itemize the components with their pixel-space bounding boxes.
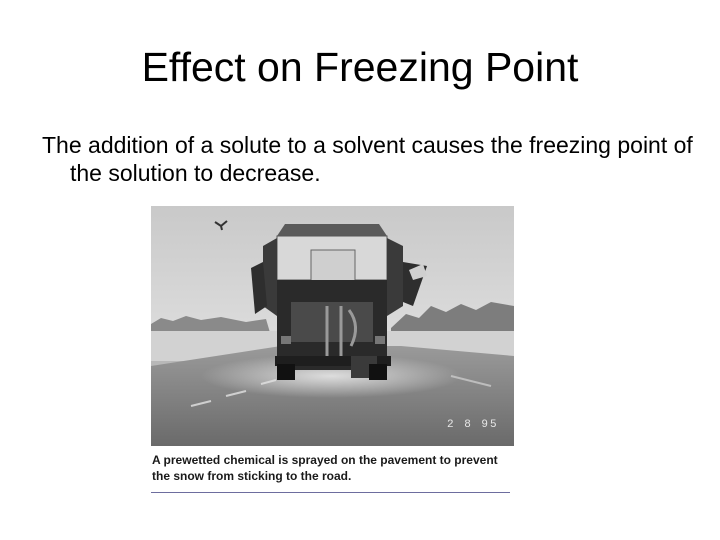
caption-line-2: the snow from sticking to the road. [152,469,352,483]
salt-truck-photo [151,206,514,446]
caption-divider [151,492,510,493]
photo-caption [152,452,522,484]
caption-line-1: A prewetted chemical is sprayed on the pavement to prevent [152,453,498,467]
slide-body-text: The addition of a solute to a solvent causes the freezing point of the solution to decrease. [42,132,693,186]
photo-date-stamp: 2 8 95 [447,419,499,431]
slide-title: Effect on Freezing Point [141,44,579,90]
